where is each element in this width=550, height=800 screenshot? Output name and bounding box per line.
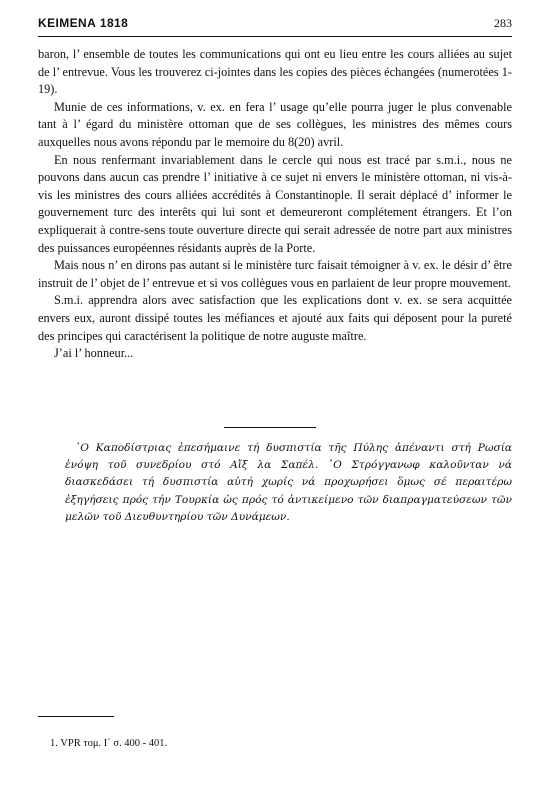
body-paragraph: En nous renfermant invariablement dans le cercle qui nous est tracé par s.m.i., nous ne pouvons dans aucun cas prendre l’ initiative à ce sujet ni envers le ministère ottoman, ni vis-à-vis les ministres des cours alliées accrédités à Constantinople. Il serait déplacé d’ informer le gouvernement turc des interêts qui lui sont et demeureront complétement étrangers. Et l’on expliquerait à contre-sens toute ouverture directe qui serait adressée de notre part aux ministres des puissances européennes résidants auprès de la Porte. (38, 152, 512, 255)
greek-summary (65, 440, 512, 526)
greek-summary-text: ῾Ο Καποδίστριας ἐπεσήμαινε τή δυσπιστία τῆς Πύλης ἀπέναντι στή Ρωσία ἐνόψη τοῦ συνεδρίου στό Αἴξ λα Σαπέλ. ῾Ο Στρόγγανωφ καλοῦνταν νά διασκεδάσει τή δυσπιστία αὐτή χωρίς νά προχωρήσει ὅμως σέ περαιτέρω ἐξηγήσεις πρός τήν Τουρκία ὡς πρός τό ἀντικείμενο τῶν διαπραγματεύσεων τῶν μελῶν τοῦ Διευθυντηρίου τῶν Δυνάμεων. (65, 442, 512, 523)
letter-body (38, 46, 512, 363)
page-header (38, 14, 512, 37)
body-paragraph: S.m.i. apprendra alors avec satisfaction que les explications dont v. ex. se sera acquittée envers eux, auront dissipé toutes les méfiances et ajouté aux faits qui déposent pour la pureté des principes qui caractérisent la politique de notre auguste maître. (38, 293, 512, 343)
running-head: ΚΕΙΜΕΝΑ 1818 (38, 16, 129, 30)
footnote: 1. VPR τομ. Ι΄ σ. 400 - 401. (50, 738, 168, 749)
closing-line: J’ai l’ honneur... (54, 346, 134, 361)
footnote-rule (38, 716, 114, 717)
body-paragraph: baron, l’ ensemble de toutes les communications qui ont eu lieu entre les cours alliées au sujet de l’ entrevue. Vous les trouverez ci-jointes dans les copies des pièces échangées (numerotées 1-19). (38, 47, 512, 97)
page-number: 283 (494, 16, 512, 30)
section-separator (224, 427, 316, 428)
body-paragraph: Mais nous n’ en dirons pas autant si le ministère turc faisait témoigner à v. ex. le désir d’ être instruit de l’ objet de l’ entrevue et si vos collègues vous en parlaient de leur propre mouvement. (38, 258, 512, 290)
body-paragraph: Munie de ces informations, v. ex. en fera l’ usage qu’elle pourra juger le plus convenable tant à l’ égard du ministère ottoman que de ses collègues, les ministres des mêmes cours auxquelles nous avons répondu par le memoire du 8(20) avril. (38, 99, 512, 149)
